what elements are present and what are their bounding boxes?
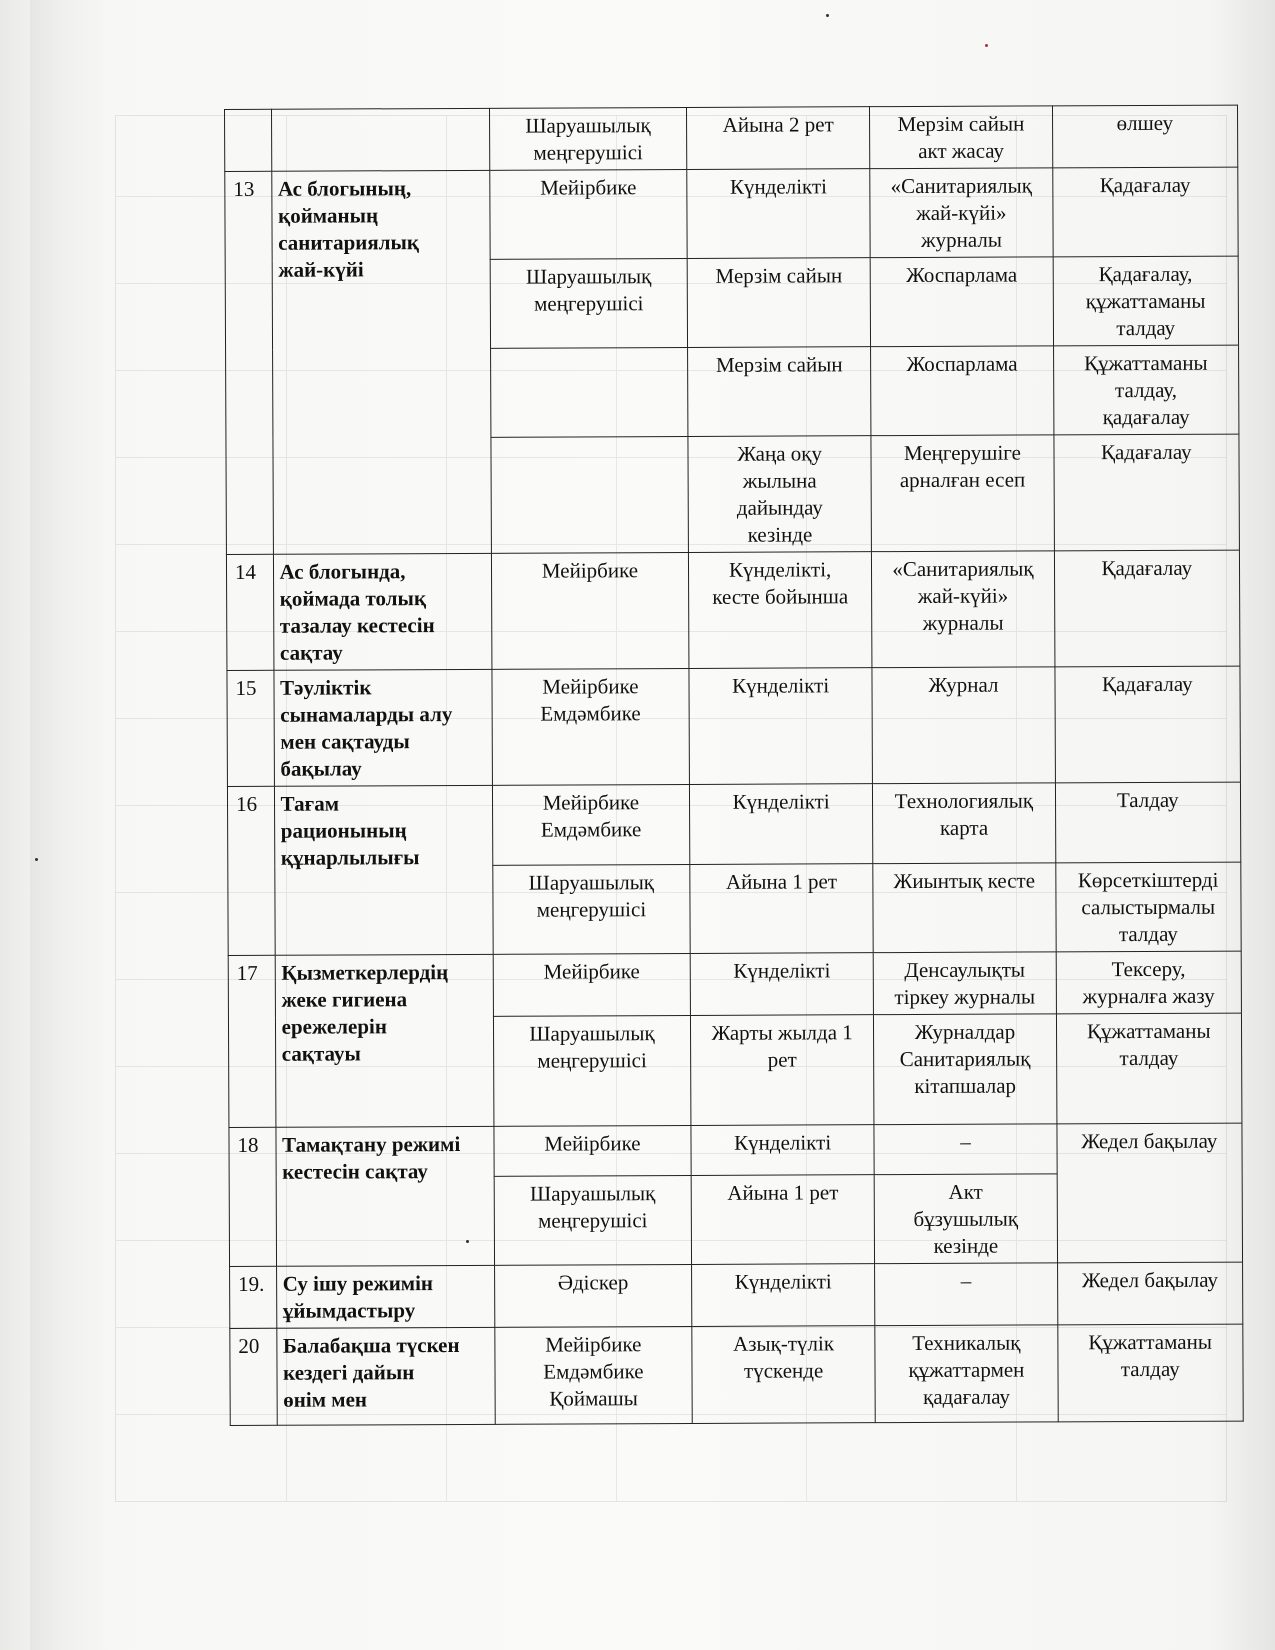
control-action: Құжаттаманы талдау, қадағалау [1053,345,1239,435]
responsible-person: Шаруашылық меңгерушісі [493,1015,691,1126]
row-number: 17 [228,955,275,1127]
responsible-person: Мейірбике [491,552,689,669]
documentation: Технологиялық карта [873,783,1056,864]
row-number: 18 [229,1127,276,1266]
table-row [225,105,1238,171]
control-action: Қадағалау, құжаттаманы талдау [1053,256,1239,346]
frequency: Күнделікті, кесте бойынша [688,552,872,669]
frequency: Айына 1 рет [690,864,874,954]
responsible-person: Шаруашылық меңгерушісі [493,864,690,954]
documentation: Техникалық құжаттармен қадағалау [875,1325,1058,1423]
responsible-person [490,347,687,437]
control-subject: Ас блогында, қоймада толық тазалау кестесін сақтау [273,553,492,670]
table-row [227,782,1240,866]
table-row [225,167,1238,260]
documentation: Журналдар Санитариялық кітапшалар [874,1014,1057,1125]
documentation: Мерзім сайын акт жасау [870,106,1053,169]
responsible-person [491,436,689,553]
responsible-person: Мейірбике [490,169,687,259]
control-action: Жедел бақылау [1056,1123,1242,1263]
frequency: Жаңа оқу жылына дайындау кезінде [688,436,872,553]
control-subject: Тағам рационының құнарлылығы [274,785,493,955]
documentation: «Санитариялық жай-күйі» журналы [872,551,1055,668]
documentation: Меңгерушіге арналған есеп [871,435,1054,552]
documentation: Жоспарлама [870,257,1053,347]
frequency: Күнделікті [689,668,873,785]
responsible-person: Мейірбике Емдәмбике [492,668,690,785]
control-action: Талдау [1055,782,1241,863]
frequency: Айына 1 рет [691,1175,875,1265]
control-table [224,105,1244,1426]
control-subject: Тамақтану режимі кестесін сақтау [276,1126,495,1266]
documentation: Жоспарлама [871,346,1054,436]
documentation: Журнал [872,667,1055,784]
control-subject [271,108,490,171]
responsible-person: Мейірбике [494,1125,691,1176]
documentation: Жиынтық кесте [873,863,1056,953]
frequency: Күнделікті [692,1264,876,1327]
table-row [230,1324,1243,1425]
documentation: Денсаулықты тіркеу журналы [873,952,1056,1015]
frequency: Күнделікті [687,169,871,259]
table-row [230,1262,1243,1328]
control-subject: Балабақша түскен кездегі дайын өнім мен [276,1327,495,1425]
control-action: Қадағалау [1054,666,1240,783]
frequency: Күнделікті [689,784,873,865]
scan-shadow [30,0,115,1650]
row-number: 16 [227,786,274,955]
control-action: Қадағалау [1052,167,1238,257]
responsible-person: Мейірбике Емдәмбике Қоймашы [495,1326,692,1424]
scan-speck [985,44,988,47]
frequency: Мерзім сайын [688,347,872,437]
frequency: Мерзім сайын [687,258,871,348]
row-number: 14 [226,554,273,670]
frequency: Азық-түлік түскенде [692,1326,876,1424]
control-subject: Ас блогының, қойманың санитариялық жай-күйі [271,170,491,554]
control-action: өлшеу [1052,105,1238,168]
table-row [229,1123,1242,1177]
control-action: Жедел бақылау [1057,1262,1243,1325]
table-row [226,550,1239,670]
frequency: Жарты жылда 1 рет [690,1015,874,1126]
scan-speck [826,14,829,17]
frequency: Күнделікті [691,1125,875,1176]
control-subject: Қызметкерлердің жеке гигиена ережелерін сақтауы [275,954,494,1127]
documentation: – [874,1124,1056,1175]
control-action: Тексеру, журналға жазу [1056,951,1242,1014]
table-row [228,951,1241,1017]
responsible-person: Шаруашылық меңгерушісі [494,1175,691,1265]
control-action: Қадағалау [1053,434,1239,551]
documentation: Акт бұзушылық кезінде [874,1174,1057,1264]
frequency: Айына 2 рет [686,107,870,170]
responsible-person: Мейірбике [493,953,690,1016]
table-row [227,666,1240,786]
control-action: Қадағалау [1054,550,1240,667]
responsible-person: Мейірбике Емдәмбике [492,784,689,865]
row-number: 20 [230,1328,277,1425]
row-number [225,109,272,171]
documentation: «Санитариялық жай-күйі» журналы [870,168,1053,258]
row-number: 19. [230,1266,277,1328]
frequency: Күнделікті [690,953,874,1016]
control-subject: Су ішу режимін ұйымдастыру [276,1265,495,1328]
control-action: Құжаттаманы талдау [1057,1324,1243,1422]
control-subject: Тәуліктік сынамаларды алу мен сақтауды бақылау [274,669,493,786]
documentation: – [875,1263,1058,1326]
scan-speck [35,858,38,861]
control-action: Құжаттаманы талдау [1056,1013,1242,1124]
responsible-person: Шаруашылық меңгерушісі [489,107,686,170]
responsible-person: Әдіскер [494,1264,691,1327]
control-action: Көрсеткіштерді салыстырмалы талдау [1055,862,1241,952]
responsible-person: Шаруашылық меңгерушісі [490,258,687,348]
row-number: 13 [225,171,273,554]
row-number: 15 [227,670,274,786]
control-table-body [225,105,1244,1425]
